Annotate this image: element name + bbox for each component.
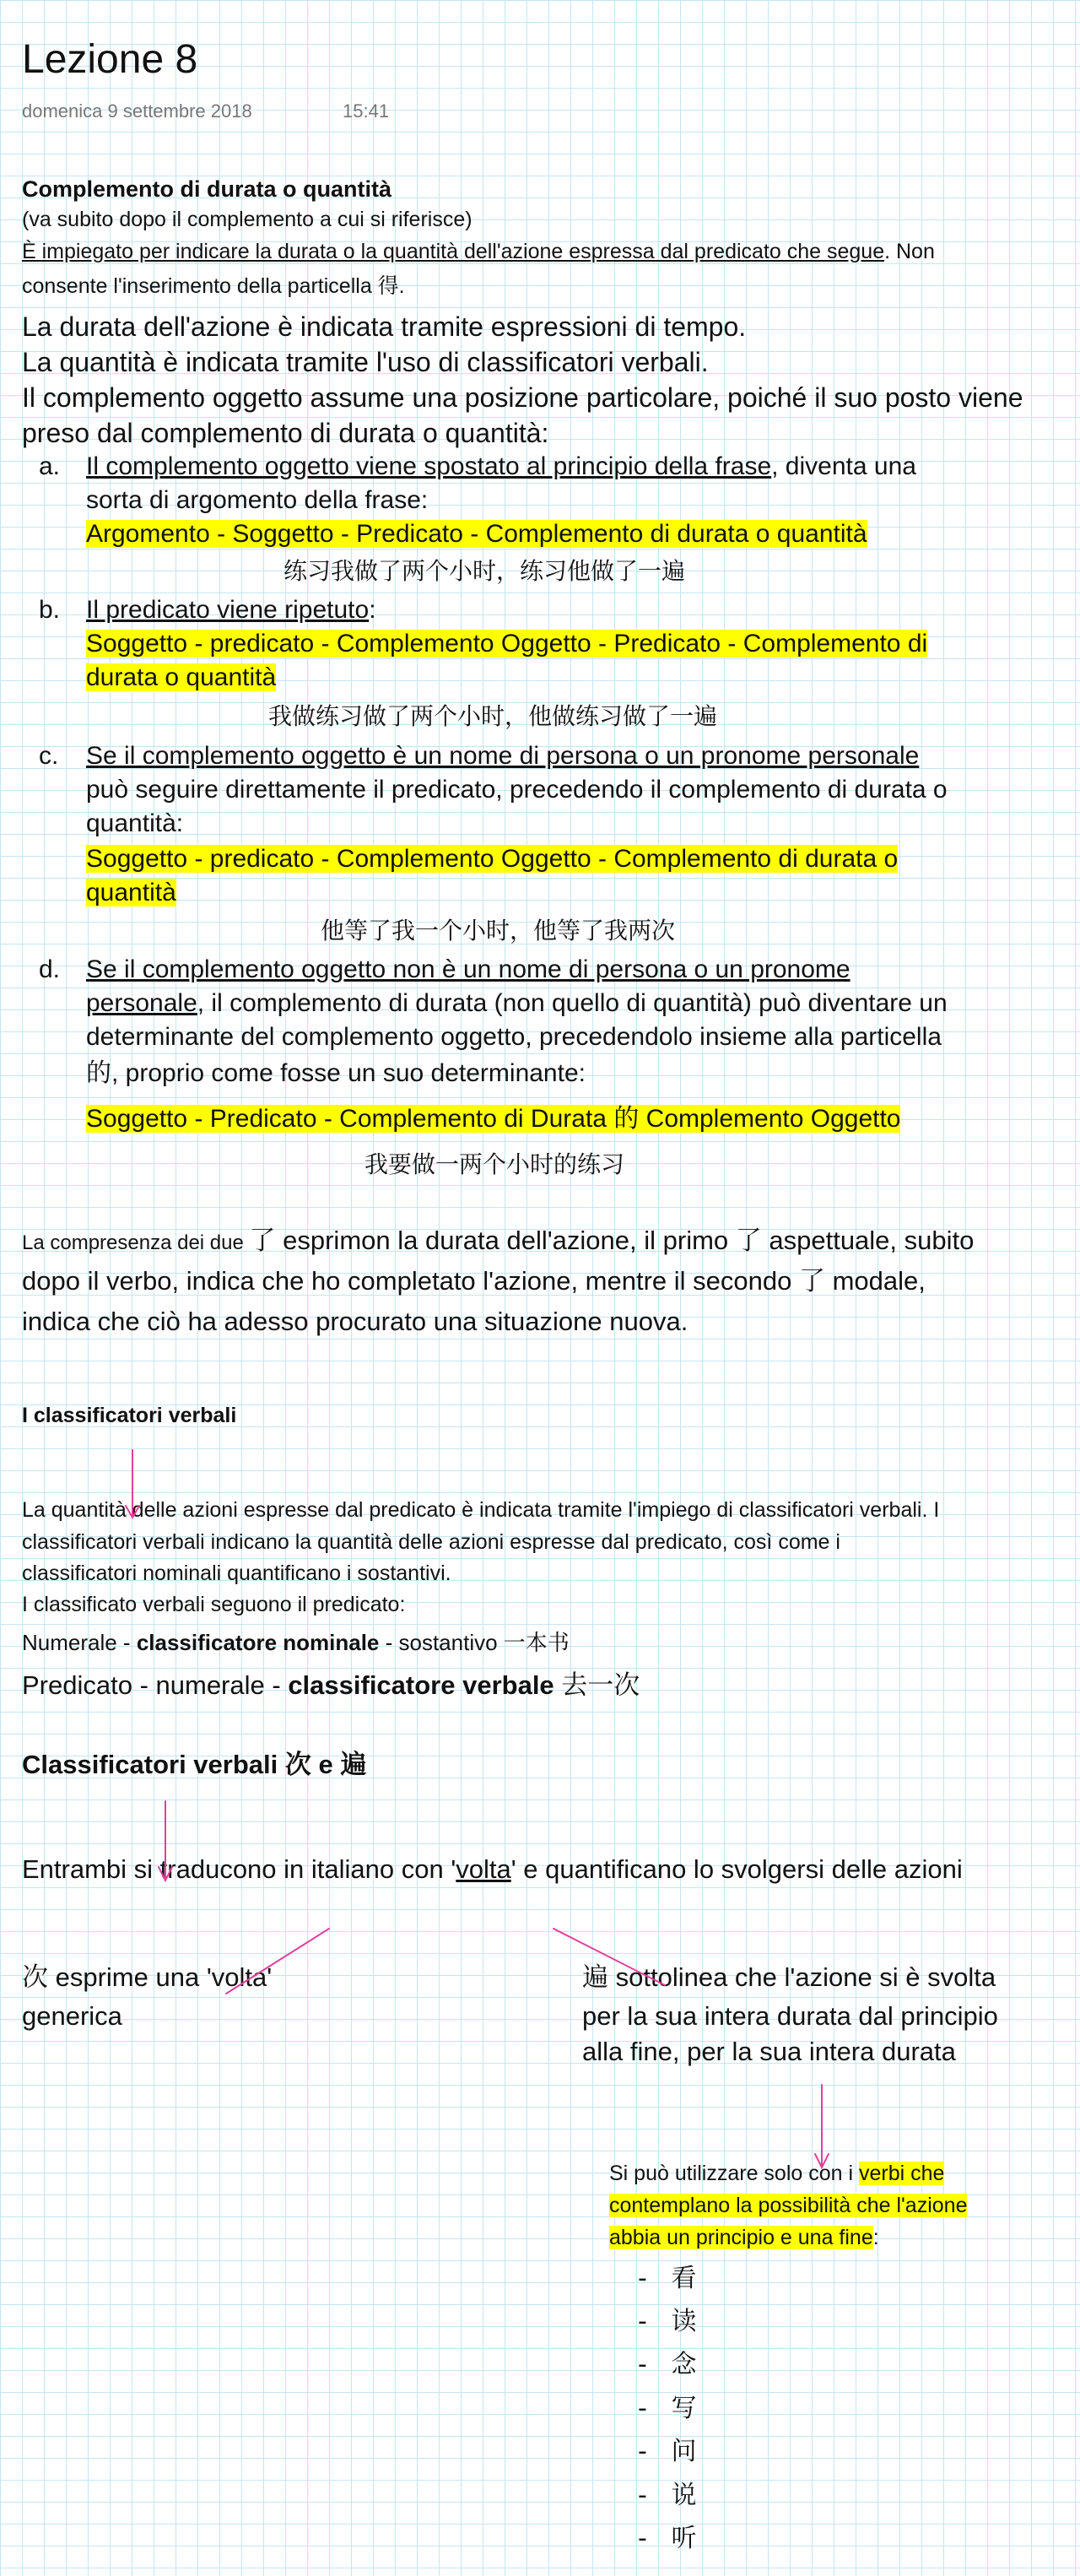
paragraph-line: dopo il verbo, indica che ho completato l'azione, mentre il secondo 了 modale, bbox=[22, 1266, 926, 1296]
paragraph-line: I classificato verbali seguono il predicato: bbox=[22, 1593, 406, 1616]
list-marker: b. bbox=[39, 596, 61, 624]
verb-item: - 念 bbox=[638, 2350, 697, 2379]
list-item-line: può seguire direttamente il predicato, precedendo il complemento di durata o bbox=[86, 776, 948, 804]
list-item-line: Se il complemento oggetto è un nome di persona o un pronome personale bbox=[86, 742, 920, 770]
chinese-example: 我做练习做了两个小时，他做练习做了一遍 bbox=[268, 702, 718, 730]
verb-item: - 看 bbox=[638, 2264, 697, 2293]
highlighted-formula: Soggetto - predicato - Complemento Oggetto - Predicato - Complemento di bbox=[86, 630, 928, 658]
paragraph-line: indica che ciò ha adesso procurato una situazione nuova. bbox=[22, 1307, 688, 1336]
list-item-line: determinante del complemento oggetto, precedendolo insieme alla particella bbox=[86, 1023, 942, 1051]
usage-note: contemplano la possibilità che l'azione bbox=[609, 2194, 968, 2217]
list-item-line: Se il complemento oggetto non è un nome di persona o un pronome bbox=[86, 955, 850, 983]
section-heading: Complemento di durata o quantità bbox=[22, 176, 392, 202]
ci-description: generica bbox=[22, 2001, 122, 2031]
bian-description: per la sua intera durata dal principio bbox=[582, 2001, 998, 2031]
highlighted-formula: Argomento - Soggetto - Predicato - Complemento di durata o quantità bbox=[86, 520, 867, 548]
chinese-example: 练习我做了两个小时，练习他做了一遍 bbox=[284, 557, 686, 585]
section-subtitle: (va subito dopo il complemento a cui si riferisce) bbox=[22, 208, 472, 231]
paragraph-line: La quantità è indicata tramite l'uso di classificatori verbali. bbox=[22, 347, 709, 377]
verb-item: - 听 bbox=[638, 2524, 697, 2553]
list-marker: d. bbox=[39, 955, 61, 983]
example-line: Predicato - numerale - classificatore verbale 去一次 bbox=[22, 1670, 640, 1700]
verb-item: - 写 bbox=[638, 2394, 697, 2423]
verb-item: - 读 bbox=[638, 2307, 697, 2336]
paragraph-line: La compresenza dei due 了 esprimon la durata dell'azione, il primo 了 aspettuale, subito bbox=[22, 1226, 975, 1255]
highlighted-formula: Soggetto - Predicato - Complemento di Durata 的 Complemento Oggetto bbox=[86, 1105, 901, 1133]
paragraph-line: consente l'inserimento della particella 得. bbox=[22, 274, 405, 298]
list-item-line: quantità: bbox=[86, 809, 184, 837]
list-item-line: Il complemento oggetto viene spostato al principio della frase, diventa una bbox=[86, 452, 916, 480]
bian-description: alla fine, per la sua intera durata bbox=[582, 2037, 956, 2066]
page-title: Lezione 8 bbox=[22, 37, 198, 82]
section-heading: I classificatori verbali bbox=[22, 1404, 237, 1427]
list-item-line: Il predicato viene ripetuto: bbox=[86, 596, 376, 624]
example-line: Numerale - classificatore nominale - sostantivo 一本书 bbox=[22, 1630, 570, 1655]
ink-arrow bbox=[815, 2085, 829, 2167]
list-item-line: sorta di argomento della frase: bbox=[86, 486, 429, 514]
page-time: 15:41 bbox=[343, 100, 390, 122]
paragraph-line: preso dal complemento di durata o quantità: bbox=[22, 418, 549, 448]
paragraph-line: La quantità delle azioni espresse dal predicato è indicata tramite l'impiego di classificatori verbali. I bbox=[22, 1498, 940, 1522]
list-marker: c. bbox=[39, 742, 59, 770]
underlined-text: È impiegato per indicare la durata o la quantità dell'azione espressa dal predicato che segue bbox=[22, 240, 885, 263]
usage-note: abbia un principio e una fine: bbox=[609, 2226, 879, 2249]
highlighted-formula: quantità bbox=[86, 879, 176, 906]
highlighted-formula: durata o quantità bbox=[86, 663, 277, 691]
paragraph-line: classificatori nominali quantificano i sostantivi. bbox=[22, 1561, 451, 1585]
verb-item: - 问 bbox=[638, 2437, 697, 2466]
bian-description: 遍 sottolinea che l'azione si è svolta bbox=[582, 1962, 996, 1992]
paragraph-line: Entrambi si traducono in italiano con 'volta' e quantificano lo svolgersi delle azioni bbox=[22, 1854, 963, 1884]
list-item-line: 的, proprio come fosse un suo determinante: bbox=[86, 1059, 586, 1087]
chinese-example: 他等了我一个小时，他等了我两次 bbox=[321, 917, 676, 944]
ci-description: 次 esprime una 'volta' bbox=[22, 1962, 273, 1992]
paragraph-line: classificatori verbali indicano la quantità delle azioni espresse dal predicato, così come i bbox=[22, 1530, 840, 1554]
usage-note: Si può utilizzare solo con i verbi che bbox=[609, 2162, 945, 2185]
page-date: domenica 9 settembre 2018 bbox=[22, 100, 252, 122]
list-item-line: personale, il complemento di durata (non quello di quantità) può diventare un bbox=[86, 989, 948, 1017]
chinese-example: 我要做一两个小时的练习 bbox=[364, 1150, 625, 1178]
verb-item: - 说 bbox=[638, 2481, 697, 2510]
paragraph-line: La durata dell'azione è indicata tramite espressioni di tempo. bbox=[22, 311, 747, 342]
section-heading: Classificatori verbali 次 e 遍 bbox=[22, 1750, 367, 1779]
list-marker: a. bbox=[39, 452, 61, 480]
paragraph-line: Il complemento oggetto assume una posizione particolare, poiché il suo posto viene bbox=[22, 382, 1023, 413]
paragraph-line: È impiegato per indicare la durata o la quantità dell'azione espressa dal predicato che segue. Non bbox=[22, 240, 935, 263]
highlighted-formula: Soggetto - predicato - Complemento Oggetto - Complemento di durata o bbox=[86, 845, 899, 873]
